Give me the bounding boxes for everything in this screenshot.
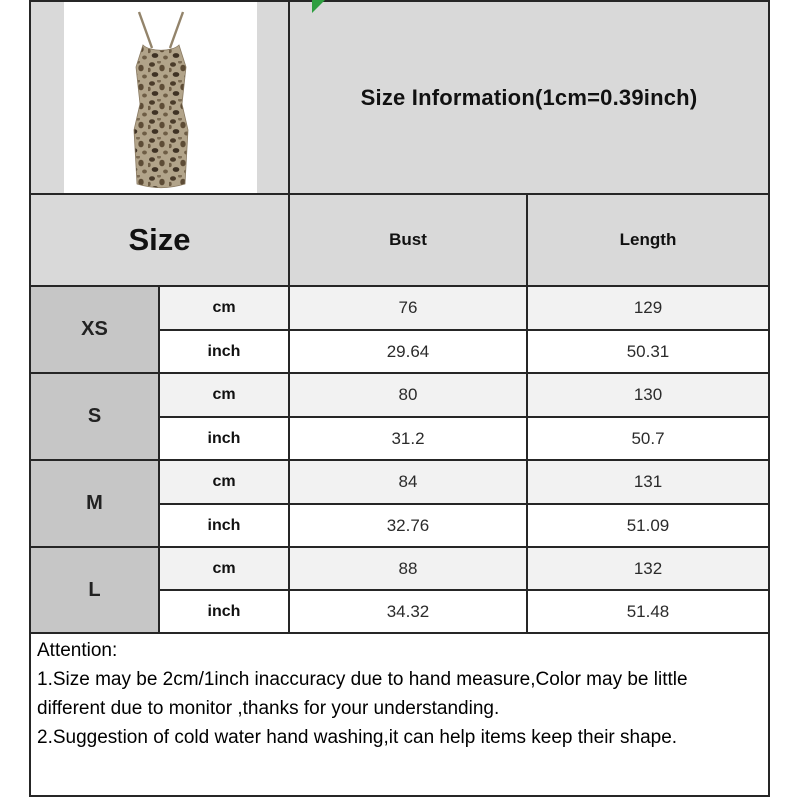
s-cm-length-value: 130 (528, 374, 768, 416)
attention-note-1: 1.Size may be 2cm/1inch inaccuracy due to hand measure,Color may be little different due to monitor ,thanks for your understanding. (37, 668, 688, 719)
attention-heading: Attention: (37, 640, 118, 661)
size-column-header: Size (31, 195, 288, 285)
xs-inch-bust-value: 29.64 (290, 331, 526, 372)
m-inch-unit-label: inch (160, 505, 288, 546)
s-cm-unit-label: cm (160, 374, 288, 416)
l-cm-unit-label: cm (160, 548, 288, 589)
size-information-title: Size Information(1cm=0.39inch) (290, 2, 768, 193)
xs-cm-bust-value: 76 (290, 287, 526, 329)
m-cm-unit-label: cm (160, 461, 288, 503)
size-label-m: M (31, 461, 158, 546)
m-inch-length-value: 51.09 (528, 505, 768, 546)
l-inch-length-value: 51.48 (528, 591, 768, 632)
xs-inch-unit-label: inch (160, 331, 288, 372)
leopard-dress-image (64, 4, 257, 193)
size-label-l: L (31, 548, 158, 632)
s-inch-unit-label: inch (160, 418, 288, 459)
s-cm-bust-value: 80 (290, 374, 526, 416)
size-label-xs: XS (31, 287, 158, 372)
green-corner-marker-icon (312, 0, 325, 13)
l-inch-bust-value: 34.32 (290, 591, 526, 632)
attention-note-2: 2.Suggestion of cold water hand washing,it can help items keep their shape. (37, 726, 678, 748)
xs-cm-length-value: 129 (528, 287, 768, 329)
attention-notes (31, 634, 768, 795)
l-cm-length-value: 132 (528, 548, 768, 589)
bust-column-header: Bust (290, 195, 526, 285)
product-image-cell (31, 2, 288, 193)
product-photo (64, 2, 257, 193)
m-cm-bust-value: 84 (290, 461, 526, 503)
m-cm-length-value: 131 (528, 461, 768, 503)
xs-inch-length-value: 50.31 (528, 331, 768, 372)
l-cm-bust-value: 88 (290, 548, 526, 589)
size-label-s: S (31, 374, 158, 459)
xs-cm-unit-label: cm (160, 287, 288, 329)
length-column-header: Length (528, 195, 768, 285)
s-inch-bust-value: 31.2 (290, 418, 526, 459)
size-chart-table (29, 0, 770, 797)
l-inch-unit-label: inch (160, 591, 288, 632)
s-inch-length-value: 50.7 (528, 418, 768, 459)
m-inch-bust-value: 32.76 (290, 505, 526, 546)
